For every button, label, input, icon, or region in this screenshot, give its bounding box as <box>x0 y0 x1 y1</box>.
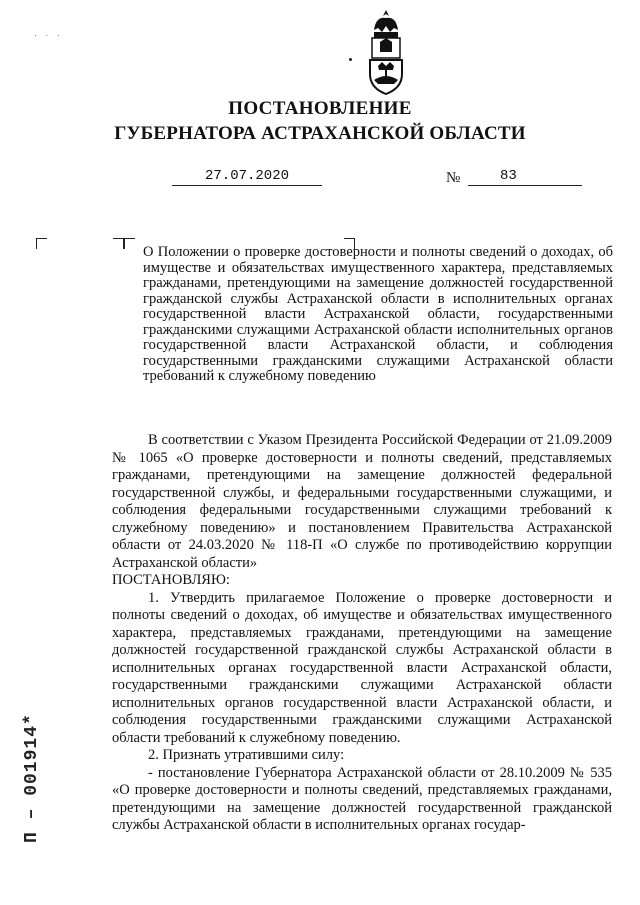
scan-noise-dots: · · · <box>34 30 63 40</box>
document-number: 83 <box>500 168 517 184</box>
item-2-sub-paragraph: - постановление Губернатора Астраханской области от 28.10.2009 № 535 «О проверке достоверности и полноты сведений, представляемых гражданами, претендующими на замещение должностей государственной гражданской службы Астраханской области в исполнительных органах государ- <box>112 764 612 833</box>
scan-dot <box>349 58 352 61</box>
document-subject: О Положении о проверке достоверности и полноты сведений о доходах, об имуществе и обязательствах имущественного характера, представляемых гражданами, претендующими на замещение должностей государственной гражданской службы Астраханской области в исполнительных органах государственной власти Астраханской области, государственными гражданскими служащими Астраханской области исполнительных органов государственной власти Астраханской области, и соблюдения государственными гражданскими служащими Астраханской области требований к служебному поведению <box>143 244 613 384</box>
date-underline <box>172 185 322 186</box>
preamble-paragraph: В соответствии с Указом Президента Российской Федерации от 21.09.2009 № 1065 «О проверке достоверности и полноты сведений, представляемых гражданами, претендующими на замещение должностей федеральной государственной службы, и федеральными государственными служащими, и соблюдения федеральными государственными служащими требований к служебному поведению» и постановлением Правительства Астраханской области от 24.03.2020 № 118-П «О службе по противодействию коррупции Астраханской области» <box>112 432 612 571</box>
item-2-paragraph: 2. Признать утратившими силу: <box>148 747 345 763</box>
corner-mark-subject-left <box>113 238 124 249</box>
coat-of-arms-icon <box>360 8 412 96</box>
corner-mark-subject-left-2 <box>124 238 135 249</box>
margin-code-text: П – 001914* <box>22 713 42 843</box>
margin-registration-code <box>12 698 52 848</box>
decree-word: ПОСТАНОВЛЯЮ: <box>112 572 230 588</box>
number-underline <box>468 185 582 186</box>
document-date: 27.07.2020 <box>204 168 289 184</box>
item-1-paragraph: 1. Утвердить прилагаемое Положение о проверке достоверности и полноты сведений о доходах, об имуществе и обязательствах имущественного характера, представляемых гражданами, претендующими на замещение должностей государственной гражданской службы Астраханской области в исполнительных органах государственной власти Астраханской области, государственными гражданскими служащими Астраханской области исполнительных органов государственной власти Астраханской области, и соблюдения государственными гражданскими служащими Астраханской области требований к служебному поведению. <box>112 589 612 746</box>
corner-mark-left <box>36 238 47 249</box>
document-title: ПОСТАНОВЛЕНИЕ <box>228 98 412 119</box>
document-authority: ГУБЕРНАТОРА АСТРАХАНСКОЙ ОБЛАСТИ <box>114 123 526 144</box>
number-label: № <box>446 170 461 186</box>
document-body <box>112 432 612 835</box>
